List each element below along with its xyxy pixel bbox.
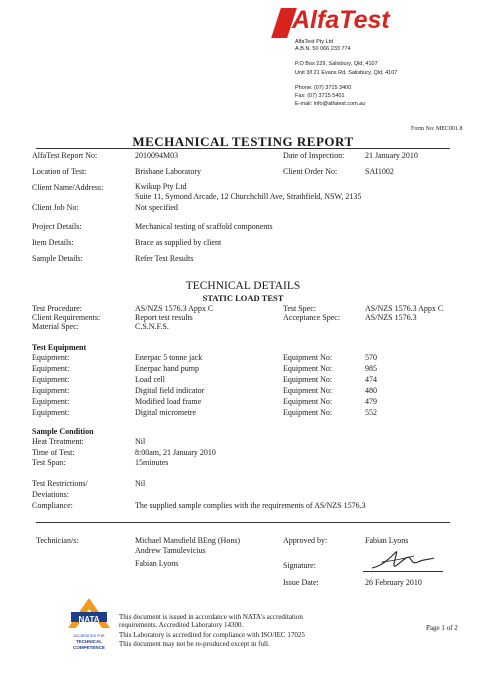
equipment-label: Equipment:: [32, 375, 70, 384]
equipment-no: 479: [365, 397, 377, 406]
equipment-name: Digital field indicator: [135, 386, 205, 395]
technician-name: Fabian Lyons: [135, 559, 179, 568]
equipment-label: Equipment:: [32, 408, 70, 417]
title-divider: [36, 148, 450, 149]
equipment-no: 570: [365, 353, 377, 362]
page-title: MECHANICAL TESTING REPORT: [132, 134, 354, 149]
procedure-label: Test Procedure:: [32, 304, 82, 313]
restrictions-label: Test Restrictions/: [32, 479, 88, 488]
equipment-no: 552: [365, 408, 377, 417]
client-order-value: SAI1002: [365, 167, 394, 176]
nata-tagline: COMPETENCE: [73, 645, 105, 650]
equipment-label: Equipment:: [32, 353, 70, 362]
equipment-no-label: Equipment No:: [283, 353, 333, 362]
equipment-heading: Test Equipment: [32, 343, 87, 352]
procedure-value: AS/NZS 1576.3 Appx C: [135, 304, 214, 313]
equipment-no: 480: [365, 386, 377, 395]
material-label: Material Spec:: [32, 322, 79, 331]
report-no-label: AlfaTest Report No:: [32, 151, 98, 160]
heat-treatment-value: Nil: [135, 437, 146, 446]
sample-label: Sample Details:: [32, 254, 83, 263]
equipment-label: Equipment:: [32, 364, 70, 373]
company-name: AlfaTest Pty Ltd: [295, 39, 334, 45]
equipment-label: Equipment:: [32, 397, 70, 406]
signoff-divider: [36, 522, 450, 523]
company-abn: A.B.N. 50 066 233 774: [295, 46, 351, 52]
signature-label: Signature:: [283, 561, 316, 570]
equipment-name: Modified load frame: [135, 397, 202, 406]
material-value: C.S.N.F.S.: [135, 322, 169, 331]
equipment-no-label: Equipment No:: [283, 364, 333, 373]
technicians-label: Technician/s:: [36, 536, 79, 545]
deviations-label: Deviations:: [32, 490, 69, 499]
compliance-label: Compliance:: [32, 501, 73, 510]
client-name: Kwikup Pty Ltd: [135, 182, 187, 191]
footer-line: requirements. Accredited Laboratory 14300.: [119, 621, 244, 629]
equipment-name: Load cell: [135, 375, 165, 384]
technician-name: Andrew Tamulevicius: [135, 546, 206, 555]
form-number: Form No: MEC001.8: [411, 126, 463, 132]
item-value: Brace as supplied by client: [135, 238, 222, 247]
company-logo: AlfaTest: [292, 6, 390, 34]
nata-logo-text: NATA: [78, 615, 100, 624]
static-load-test-subtitle: STATIC LOAD TEST: [202, 293, 284, 303]
equipment-name: Digital micrometre: [135, 408, 197, 417]
equipment-no-label: Equipment No:: [283, 386, 333, 395]
heat-treatment-label: Heat Treatment:: [32, 437, 84, 446]
nata-tagline: TECHNICAL: [76, 639, 102, 644]
footer-line: This Laboratory is accredited for compliance with ISO/IEC 17025: [119, 631, 305, 639]
test-spec-label: Test Spec:: [283, 304, 316, 313]
equipment-label: Equipment:: [32, 386, 70, 395]
page-number: Page 1 of 2: [426, 624, 458, 632]
client-req-label: Client Requirements:: [32, 313, 101, 322]
company-fax: Fax: (07) 3715 5401: [295, 93, 345, 99]
equipment-no-label: Equipment No:: [283, 408, 333, 417]
equipment-no-label: Equipment No:: [283, 375, 333, 384]
sample-value: Refer Test Results: [135, 254, 194, 263]
company-po-box: P.O Box 229, Salisbury, Qld, 4107: [295, 61, 378, 67]
company-email[interactable]: E-mail: info@alfatest.com.au: [295, 101, 366, 107]
compliance-value: The supplied sample complies with the requirements of AS/NZS 1576.3: [135, 501, 366, 510]
technical-details-title: TECHNICAL DETAILS: [185, 280, 301, 292]
report-no-value: 2010094M03: [135, 151, 179, 160]
signature-line: [363, 571, 443, 572]
project-value: Mechanical testing of scaffold components: [135, 222, 273, 231]
time-of-test-label: Time of Test:: [32, 448, 75, 457]
issue-date-label: Issue Date:: [283, 578, 319, 587]
inspection-date-value: 21 January 2010: [365, 151, 418, 160]
approved-by-label: Approved by:: [283, 536, 328, 545]
approved-by-value: Fabian Lyons: [365, 536, 409, 545]
inspection-date-label: Date of Inspection:: [283, 151, 345, 160]
equipment-no: 985: [365, 364, 377, 373]
equipment-name: Enerpac 5 tonne jack: [135, 353, 203, 362]
signature-image: [368, 546, 438, 574]
client-req-value: Report test results: [135, 313, 193, 322]
equipment-no-label: Equipment No:: [283, 397, 333, 406]
equipment-name: Enerpac hand pump: [135, 364, 199, 373]
time-of-test-value: 8:00am, 21 January 2010: [135, 448, 216, 457]
nata-tagline: ACCREDITED FOR: [73, 634, 105, 638]
test-span-label: Test Span:: [32, 458, 66, 467]
item-label: Item Details:: [32, 238, 74, 247]
project-label: Project Details:: [32, 222, 82, 231]
acceptance-label: Acceptance Spec:: [283, 313, 341, 322]
company-phone: Phone: (07) 3715 3400: [295, 85, 352, 91]
location-label: Location of Test:: [32, 167, 87, 176]
company-address: Unit 3/l 21 Evans Rd, Salisbury, Qld, 4107: [295, 70, 398, 76]
client-label: Client Name/Address:: [32, 183, 104, 192]
footer-line: This document may not be re-produced except in full.: [119, 640, 270, 648]
job-value: Not specified: [135, 203, 178, 212]
location-value: Brisbane Laboratory: [135, 167, 201, 176]
issue-date-value: 26 February 2010: [365, 578, 422, 587]
test-spec-value: AS/NZS 1576.3 Appx C: [365, 304, 444, 313]
footer-line: This document is issued in accordance with NATA's accreditation: [119, 613, 303, 621]
client-order-label: Client Order No:: [283, 167, 338, 176]
equipment-no: 474: [365, 375, 377, 384]
client-address: Suite 11, Symond Arcade, 12 Churchchill Ave, Strathfield, NSW, 2135: [135, 192, 362, 201]
test-span-value: 15minutes: [135, 458, 169, 467]
sample-condition-heading: Sample Condition: [32, 427, 94, 436]
restrictions-value: Nil: [135, 479, 146, 488]
job-label: Client Job No:: [32, 203, 79, 212]
technician-name: Michael Mansfield BEng (Hons): [135, 536, 241, 545]
acceptance-value: AS/NZS 1576.3: [365, 313, 417, 322]
nata-emblem-icon: [66, 596, 112, 630]
